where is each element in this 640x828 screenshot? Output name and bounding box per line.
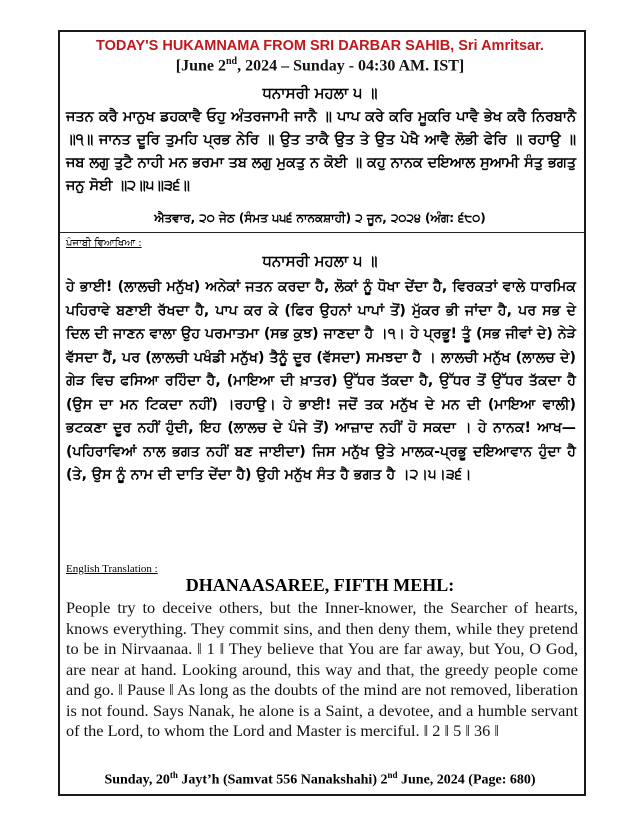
hukamnama-text: ਜਤਨ ਕਰੈ ਮਾਨੁਖ ਡਹਕਾਵੈ ਓਹੁ ਅੰਤਰਜਾਮੀ ਜਾਨੈ ॥ ਪਾਪ ਕਰੇ ਕਰਿ ਮੂਕਰਿ ਪਾਵੈ ਭੇਖ ਕਰੈ ਨਿਰਬਾਨੈ ॥੧॥ ਜਾਨਤ ਦੂਰਿ ਤੁਮਹਿ ਪ੍ਰਭ ਨੇਰਿ ॥ ਉਤ ਤਾਕੈ ਉਤ ਤੇ ਉਤ ਪੇਖੈ ਆਵੈ ਲੋਭੀ ਫੇਰਿ ॥ ਰਹਾਉ ॥ ਜਬ ਲਗੁ ਤੁਟੈ ਨਾਹੀ ਮਨ ਭਰਮਾ ਤਬ ਲਗੁ ਮੁਕਤੁ ਨ ਕੋਈ ॥ ਕਹੁ ਨਾਨਕ ਦਇਆਲ ਸੁਆਮੀ ਸੰਤੁ ਭਗਤੁ ਜਨੁ ਸੋਈ ॥੨॥੫॥੩੬॥	[66, 109, 576, 194]
date-suffix: , 2024 – Sunday - 04:30 AM. IST]	[237, 57, 465, 75]
footer-part-b: Jayt’h (Samvat 556 Nanakshahi) 2	[177, 772, 388, 788]
hukamnama-date-footer: ਐਤਵਾਰ, ੨੦ ਜੇਠ (ਸੰਮਤ ੫੫੬ ਨਾਨਕਸ਼ਾਹੀ) ੨ ਜੂਨ, ੨੦੨੪ (ਅੰਗ: ੬੮੦)	[154, 211, 486, 225]
punjabi-vyakhya-text: ਹੇ ਭਾਈ! (ਲਾਲਚੀ ਮਨੁੱਖ) ਅਨੇਕਾਂ ਜਤਨ ਕਰਦਾ ਹੈ, ਲੋਕਾਂ ਨੂੰ ਧੋਖਾ ਦੇਂਦਾ ਹੈ, ਵਿਰਕਤਾਂ ਵਾਲੇ ਧਾਰਮਿਕ ਪਹਿਰਾਵੇ ਬਣਾਈ ਰੱਖਦਾ ਹੈ, ਪਾਪ ਕਰ ਕੇ (ਫਿਰ ਉਹਨਾਂ ਪਾਪਾਂ ਤੋਂ) ਮੁੱਕਰ ਭੀ ਜਾਂਦਾ ਹੈ, ਪਰ ਸਭ ਦੇ ਦਿਲ ਦੀ ਜਾਣਨ ਵਾਲਾ ਉਹ ਪਰਮਾਤਮਾ (ਸਭ ਕੁਝ) ਜਾਣਦਾ ਹੈ ।੧। ਹੇ ਪ੍ਰਭੂ! ਤੂੰ (ਸਭ ਜੀਵਾਂ ਦੇ) ਨੇੜੇ ਵੱਸਦਾ ਹੈਂ, ਪਰ (ਲਾਲਚੀ ਪਖੰਡੀ ਮਨੁੱਖ) ਤੈਨੂੰ ਦੂਰ (ਵੱਸਦਾ) ਸਮਝਦਾ ਹੈ । ਲਾਲਚੀ ਮਨੁੱਖ (ਲਾਲਚ ਦੇ) ਗੇੜ ਵਿਚ ਫਸਿਆ ਰਹਿੰਦਾ ਹੈ, (ਮਾਇਆ ਦੀ ਖ਼ਾਤਰ) ਉੱਧਰ ਤੱਕਦਾ ਹੈ, ਉੱਧਰ ਤੋਂ ਉੱਧਰ ਤੱਕਦਾ ਹੈ (ਉਸ ਦਾ ਮਨ ਟਿਕਦਾ ਨਹੀਂ) ।ਰਹਾਉ। ਹੇ ਭਾਈ! ਜਦੋਂ ਤਕ ਮਨੁੱਖ ਦੇ ਮਨ ਦੀ (ਮਾਇਆ ਵਾਲੀ) ਭਟਕਣਾ ਦੂਰ ਨਹੀਂ ਹੁੰਦੀ, ਇਹ (ਲਾਲਚ ਦੇ ਪੰਜੇ ਤੋਂ) ਆਜ਼ਾਦ ਨਹੀਂ ਹੋ ਸਕਦਾ । ਹੇ ਨਾਨਕ! ਆਖ—(ਪਹਿਰਾਵਿਆਂ ਨਾਲ ਭਗਤ ਨਹੀਂ ਬਣ ਜਾਈਦਾ) ਜਿਸ ਮਨੁੱਖ ਉਤੇ ਮਾਲਕ-ਪ੍ਰਭੂ ਦਇਆਵਾਨ ਹੁੰਦਾ ਹੈ (ਤੇ, ਉਸ ਨੂੰ ਨਾਮ ਦੀ ਦਾਤਿ ਦੇਂਦਾ ਹੈ) ਉਹੀ ਮਨੁੱਖ ਸੰਤ ਹੈ ਭਗਤ ਹੈ ।੨।੫।੩੬।	[66, 279, 576, 483]
english-date-footer	[0, 770, 640, 789]
date-line	[0, 56, 640, 75]
english-translation-label: English Translation :	[66, 563, 158, 575]
english-translation-text: People try to deceive others, but the Inner-knower, the Searcher of hearts, knows everything. They commit sins, and then deny them, while they pretend to be in Nirvaanaa. ‖ 1 ‖ They believe that You are far away, but You, O God, are near at hand. Looking around, this way and that, the greedy people come and go. ‖ Pause ‖ As long as the doubts of the mind are not removed, liberation is not found. Says Nanak, he alone is a Saint, a devotee, and a humble servant of the Lord, to whom the Lord and Master is merciful. ‖ 2 ‖ 5 ‖ 36 ‖	[66, 598, 578, 740]
section-divider	[60, 232, 584, 233]
date-superscript: nd	[225, 56, 238, 67]
footer-sup-a: th	[169, 770, 178, 780]
hukamnama-heading: ਧਨਾਸਰੀ ਮਹਲਾ ੫ ॥	[262, 84, 378, 102]
english-heading: DHANAASAREE, FIFTH MEHL:	[185, 575, 455, 595]
date-prefix: [June 2	[175, 57, 226, 75]
punjabi-vyakhya-label: ਪੰਜਾਬੀ ਵਿਆਖਿਆ :	[66, 238, 142, 249]
page-title: TODAY'S HUKAMNAMA FROM SRI DARBAR SAHIB, Sri Amritsar.	[96, 38, 544, 54]
punjabi-heading: ਧਨਾਸਰੀ ਮਹਲਾ ੫ ॥	[262, 252, 378, 270]
footer-sup-b: nd	[387, 770, 398, 780]
footer-part-c: June, 2024 (Page: 680)	[397, 772, 536, 788]
footer-part-a: Sunday, 20	[104, 772, 170, 788]
